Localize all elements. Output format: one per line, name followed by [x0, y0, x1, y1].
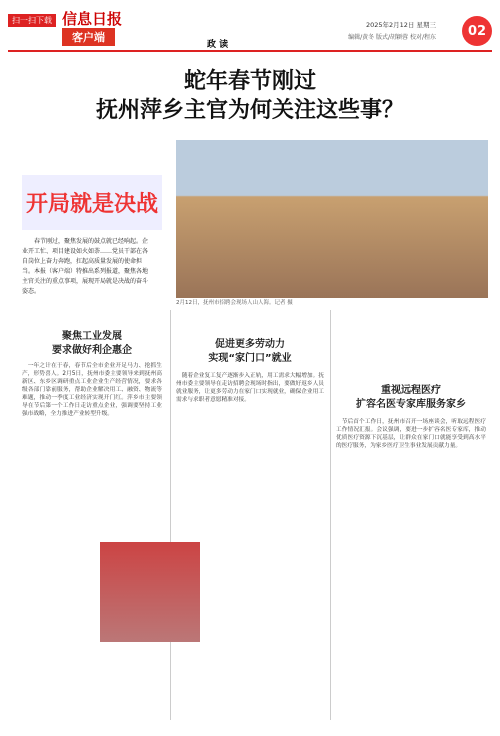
article-medical: 节后首个工作日，抚州市召开一场座谈会，听取远程医疗工作情况汇报。会议强调，要进一步扩容名医专家库，推动优质医疗资源下沉基层，让群众在家门口就能享受到高水平的医疗服务，为家乡医疗卫生事业发展贡献力量。	[336, 419, 486, 449]
headline-line-1: 蛇年春节刚过	[183, 68, 316, 94]
subhead-industry: 聚焦工业发展 要求做好利企惠企	[52, 331, 132, 356]
column-divider	[330, 310, 331, 720]
newspaper-logo: 信息日报	[62, 10, 123, 28]
newspaper-masthead	[0, 0, 500, 60]
article-employment: 随着企业复工复产逐渐步入正轨，用工需求大幅增加。抚州市委主要领导在走访招聘会现场时指出，要做好返乡人员就业服务，让更多劳动力在家门口实现就业，确保企业用工需求与求职者意愿精准对接。	[176, 373, 324, 403]
series-title-graphic: 开局就是决战	[22, 175, 162, 230]
job-fair-booth-photo	[100, 542, 200, 642]
header-divider	[8, 50, 492, 52]
article-employment-top	[176, 310, 324, 330]
photo-caption: 2月12日，抚州市招聘会现场人山人海。记者 摄	[176, 300, 293, 306]
headline-line-2: 抚州萍乡主官为何关注这些事？	[95, 97, 404, 123]
job-fair-photo	[176, 140, 488, 298]
page-number-badge: 02	[462, 16, 492, 46]
subhead-employment: 促进更多劳动力 实现“家门口”就业	[208, 339, 292, 364]
section-label: 政 读	[207, 40, 229, 50]
client-tag: 客户端	[62, 28, 115, 46]
subhead-medical: 重视远程医疗 扩容名医专家库服务家乡	[356, 385, 466, 410]
editors-credit: 编辑/黄冬 版式/胡颖蓉 校对/程东	[348, 34, 436, 41]
issue-date: 2025年2月12日 星期三	[365, 21, 436, 29]
column-divider	[170, 310, 171, 720]
article-industry: 一年之计在于春，春节后全市企业开足马力、抢抓生产，形势喜人。2月5日，抚州市委主要领导来到抚州高新区、东乡区调研重点工业企业生产经营情况，要求各级各部门靠前服务，帮助企业解决用工、融资、物流等难题，推动一季度工业经济实现开门红。萍乡市主要领导在节后第一个工作日走访重点企业，强调要坚持工业强市战略，全力推进产业转型升级。	[22, 363, 162, 417]
download-app-badge[interactable]: 扫一扫下载	[8, 14, 56, 27]
intro-paragraph: 春节刚过，聚焦发展的鼓点就已经响起。企业开工忙、项目建设如火如荼……党员干部在各自岗位上奋力奔跑，扛起高质量发展的使命担当。本报（客户端）特推出系列报道，聚焦各地主官关注的重点事项，展现开局就是决战的奋斗姿态。	[22, 238, 149, 295]
